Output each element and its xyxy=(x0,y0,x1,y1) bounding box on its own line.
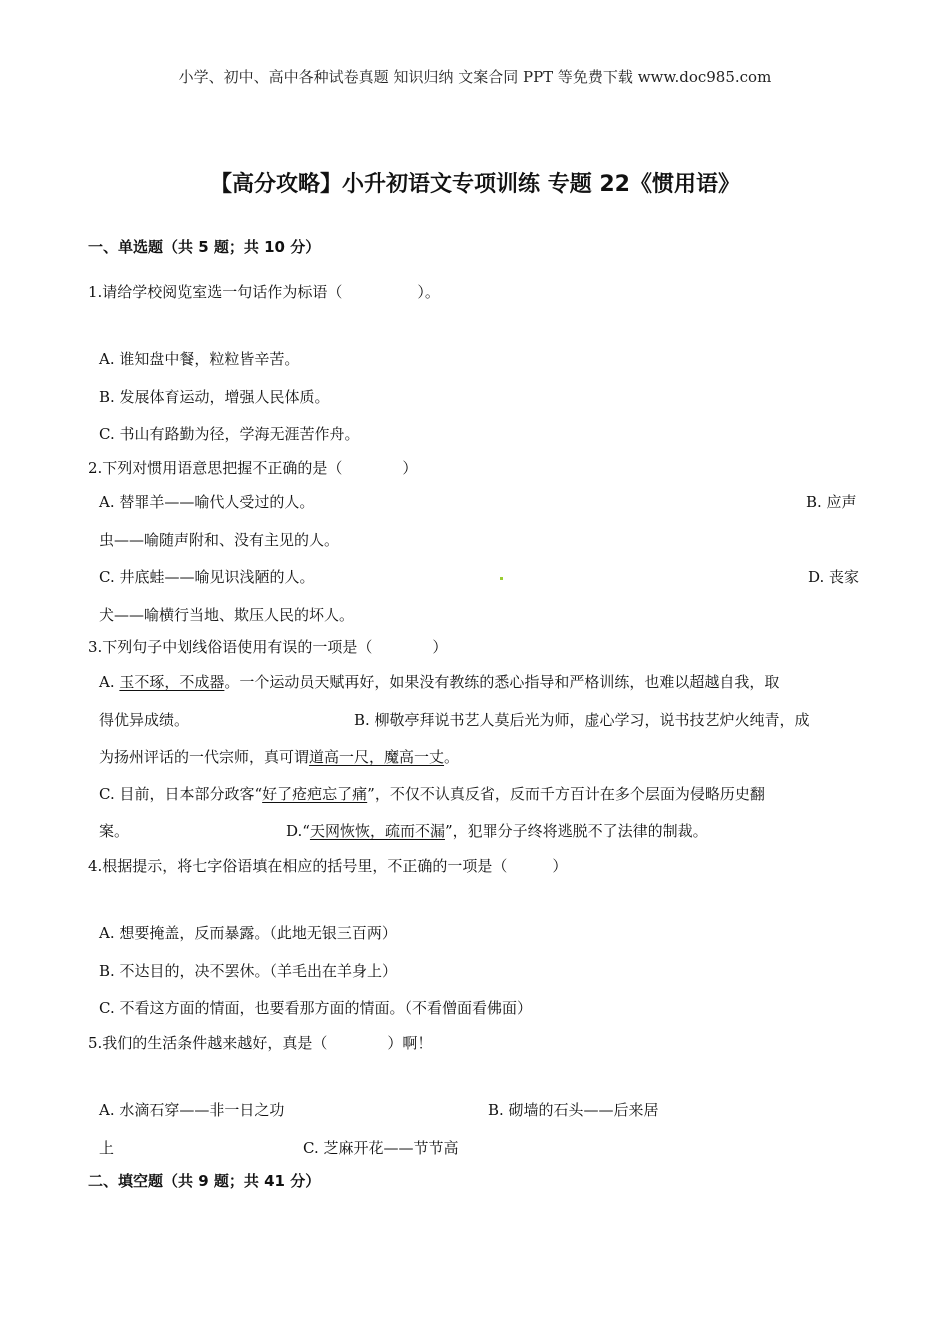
q5-option-b-end: 上 xyxy=(99,1139,115,1157)
stray-dot xyxy=(500,577,503,580)
q3-option-c-underlined: 好了疮疤忘了痛 xyxy=(262,785,368,803)
q3-option-c-rest: ”，不仅不认真反省，反而千方百计在多个层面为侵略历史翻 xyxy=(367,785,765,803)
question-1-stem: 1.请给学校阅览室选一句话作为标语（ ）。 xyxy=(88,283,440,301)
q5-option-b-start: B. 砌墙的石头——后来居 xyxy=(488,1101,659,1119)
question-4-stem: 4.根据提示，将七字俗语填在相应的括号里，不正确的一项是（ ） xyxy=(88,857,568,875)
question-3-stem: 3.下列句子中划线俗语使用有误的一项是（ ） xyxy=(88,638,448,656)
document-title: 【高分攻略】小升初语文专项训练 专题 22《惯用语》 xyxy=(210,172,740,197)
q4-option-b: B. 不达目的，决不罢休。（羊毛出在羊身上） xyxy=(99,962,398,980)
section-single-choice: 一、单选题（共 5 题；共 10 分） xyxy=(88,238,321,256)
q5-option-c: C. 芝麻开花——节节高 xyxy=(303,1139,459,1157)
q3-option-d-prefix: D.“ xyxy=(286,822,310,840)
q2-option-c: C. 井底蛙——喻见识浅陋的人。 xyxy=(99,568,315,586)
q3-option-b-end xyxy=(99,746,459,767)
q3-option-c-end: 案。 xyxy=(99,822,130,840)
q3-option-a-rest: 。一个运动员天赋再好，如果没有教练的悉心指导和严格训练，也难以超越自我，取 xyxy=(224,673,780,691)
q3-option-a-prefix: A. xyxy=(99,673,120,691)
q3-option-d xyxy=(286,820,708,841)
q1-option-a: A. 谁知盘中餐，粒粒皆辛苦。 xyxy=(99,350,300,368)
page-header: 小学、初中、高中各种试卷真题 知识归纳 文案合同 PPT 等免费下载 www.doc985.com xyxy=(178,68,772,86)
section-fill-blank: 二、填空题（共 9 题；共 41 分） xyxy=(88,1172,321,1190)
q2-option-d-start: D. 丧家 xyxy=(808,568,860,586)
q3-option-b-start: B. 柳敬亭拜说书艺人莫后光为师，虚心学习，说书技艺炉火纯青，成 xyxy=(354,711,810,729)
q4-option-a: A. 想要掩盖，反而暴露。（此地无银三百两） xyxy=(99,924,397,942)
q3-option-b-mid: 为扬州评话的一代宗师，真可谓 xyxy=(99,748,310,766)
q4-option-c: C. 不看这方面的情面，也要看那方面的情面。（不看僧面看佛面） xyxy=(99,999,532,1017)
question-2-stem: 2.下列对惯用语意思把握不正确的是（ ） xyxy=(88,459,418,477)
q3-option-c-prefix: C. 目前，日本部分政客“ xyxy=(99,785,263,803)
q2-option-a: A. 替罪羊——喻代人受过的人。 xyxy=(99,493,315,511)
q1-option-c: C. 书山有路勤为径，学海无涯苦作舟。 xyxy=(99,425,360,443)
q2-option-b-start: B. 应声 xyxy=(806,493,857,511)
q1-option-b: B. 发展体育运动，增强人民体质。 xyxy=(99,388,330,406)
q3-option-a-underlined: 玉不琢，不成器 xyxy=(119,673,225,691)
q3-option-d-underlined: 天网恢恢，疏而不漏 xyxy=(309,822,445,840)
q3-option-b-underlined: 道高一尺，魔高一丈 xyxy=(309,748,445,766)
q5-option-a: A. 水滴石穿——非一日之功 xyxy=(99,1101,285,1119)
q3-option-d-rest: ”，犯罪分子终将逃脱不了法律的制裁。 xyxy=(444,822,708,840)
q2-option-d-end: 犬——喻横行当地、欺压人民的坏人。 xyxy=(99,606,355,624)
q2-option-b-end: 虫——喻随声附和、没有主见的人。 xyxy=(99,531,340,549)
q3-option-c xyxy=(99,783,765,804)
q3-option-a-end: 得优异成绩。 xyxy=(99,711,190,729)
question-5-stem: 5.我们的生活条件越来越好，真是（ ）啊！ xyxy=(88,1034,433,1052)
q3-option-a xyxy=(99,671,779,692)
q3-option-b-tail: 。 xyxy=(444,748,460,766)
